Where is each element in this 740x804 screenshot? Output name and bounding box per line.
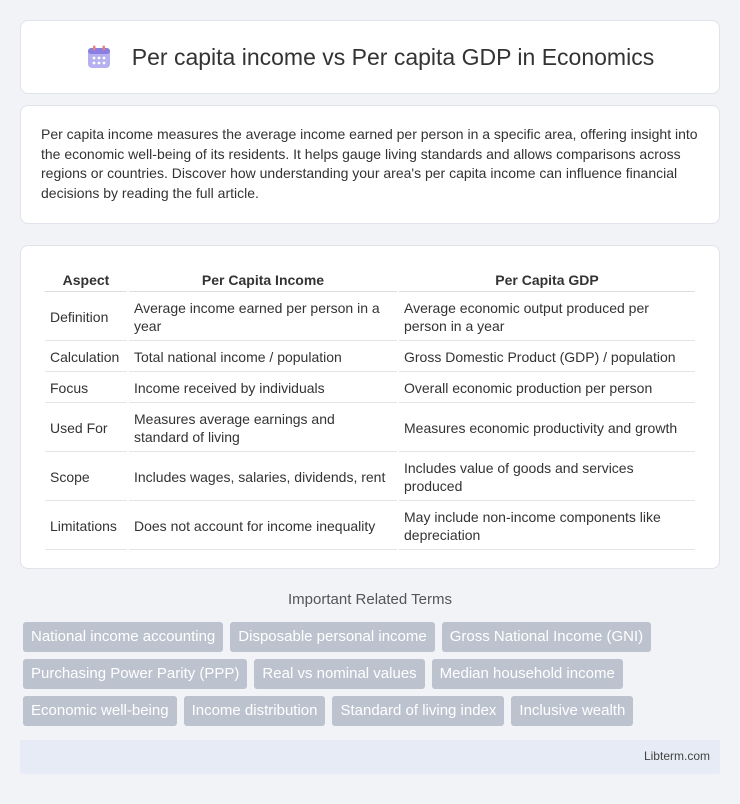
title-wrap [86, 44, 654, 71]
table-cell-gdp: May include non-income components like depreciation [399, 503, 695, 550]
related-term-tag[interactable]: Inclusive wealth [511, 696, 633, 726]
table-row [45, 405, 695, 452]
table-cell-income: Income received by individuals [129, 374, 397, 403]
footer [20, 740, 720, 774]
table-row [45, 294, 695, 341]
comparison-table-card [20, 245, 720, 569]
table-cell-gdp: Measures economic productivity and growth [399, 405, 695, 452]
tag-row [23, 622, 723, 652]
column-header-per-capita-gdp: Per Capita GDP [399, 268, 695, 292]
related-term-tag[interactable]: Gross National Income (GNI) [442, 622, 651, 652]
related-term-tag[interactable]: National income accounting [23, 622, 223, 652]
intro-card [20, 105, 720, 224]
tag-row [23, 696, 723, 726]
table-cell-income: Does not account for income inequality [129, 503, 397, 550]
related-term-tag[interactable]: Real vs nominal values [254, 659, 424, 689]
tag-row [23, 659, 723, 689]
intro-text: Per capita income measures the average income earned per person in a specific area, offering insight into the economic well-being of its residents. It helps gauge living standards and allows comparisons across regions or countries. Discover how understanding your area's per capita income can influence financial decisions by reading the full article. [41, 126, 698, 201]
table-row [45, 343, 695, 372]
table-cell-gdp: Overall economic production per person [399, 374, 695, 403]
table-cell-aspect: Focus [45, 374, 127, 403]
header-card [20, 20, 720, 94]
related-term-tag[interactable]: Standard of living index [332, 696, 504, 726]
column-header-aspect: Aspect [45, 268, 127, 292]
related-term-tag[interactable]: Disposable personal income [230, 622, 434, 652]
related-terms-list [23, 622, 723, 733]
table-cell-gdp: Includes value of goods and services produced [399, 454, 695, 501]
table-cell-income: Includes wages, salaries, dividends, rent [129, 454, 397, 501]
related-term-tag[interactable]: Economic well-being [23, 696, 177, 726]
table-cell-aspect: Limitations [45, 503, 127, 550]
table-cell-gdp: Average economic output produced per person in a year [399, 294, 695, 341]
table-cell-income: Measures average earnings and standard of living [129, 405, 397, 452]
table-cell-income: Average income earned per person in a year [129, 294, 397, 341]
related-term-tag[interactable]: Income distribution [184, 696, 326, 726]
comparison-table [43, 266, 697, 552]
table-cell-aspect: Calculation [45, 343, 127, 372]
related-term-tag[interactable]: Median household income [432, 659, 623, 689]
column-header-per-capita-income: Per Capita Income [129, 268, 397, 292]
table-cell-gdp: Gross Domestic Product (GDP) / population [399, 343, 695, 372]
table-cell-aspect: Used For [45, 405, 127, 452]
table-row [45, 454, 695, 501]
calendar-icon [86, 44, 112, 70]
footer-site-link[interactable]: Libterm.com [643, 749, 710, 763]
table-cell-income: Total national income / population [129, 343, 397, 372]
table-row [45, 503, 695, 550]
table-header-row [45, 268, 695, 292]
table-row [45, 374, 695, 403]
table-cell-aspect: Scope [45, 454, 127, 501]
related-terms-title: Important Related Terms [288, 591, 452, 608]
table-cell-aspect: Definition [45, 294, 127, 341]
related-term-tag[interactable]: Purchasing Power Parity (PPP) [23, 659, 247, 689]
page-title: Per capita income vs Per capita GDP in Economics [131, 43, 655, 70]
